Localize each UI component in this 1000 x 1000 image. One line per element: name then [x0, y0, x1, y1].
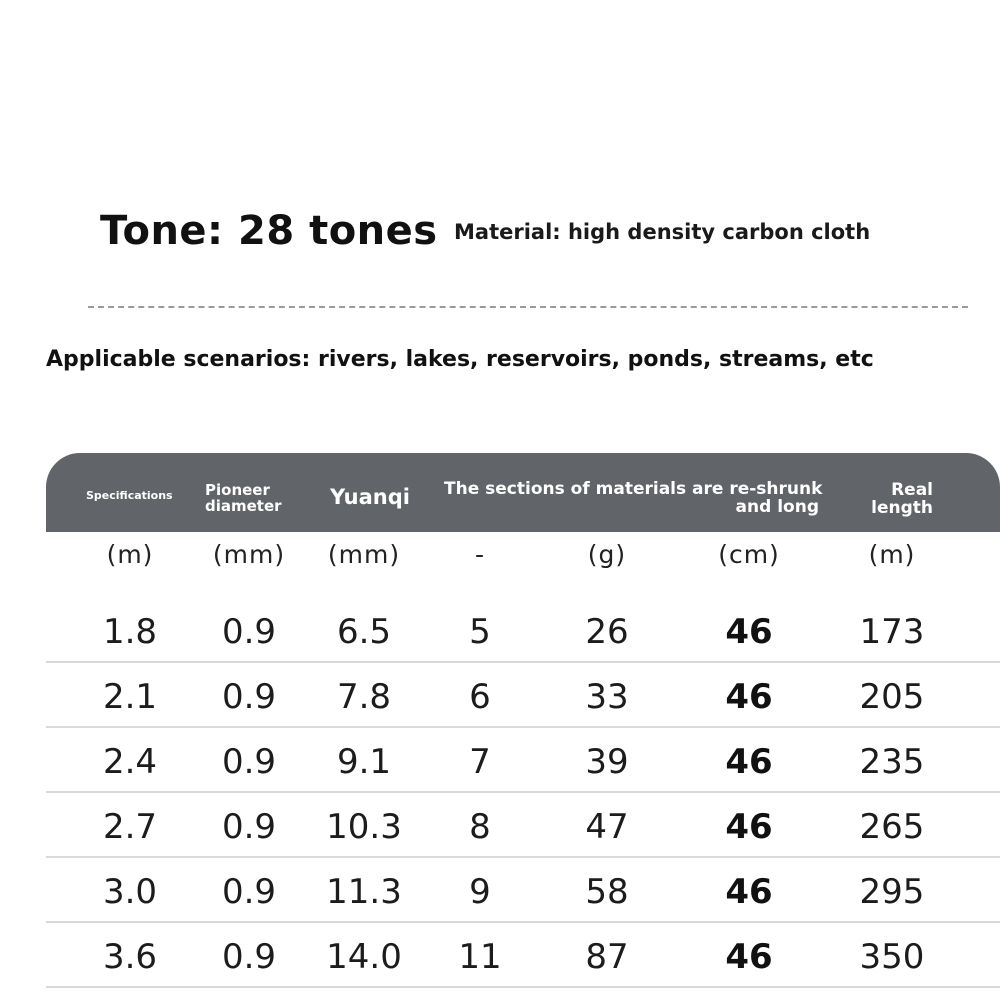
table-row	[46, 598, 1000, 663]
table-cell: 0.9	[221, 742, 277, 782]
unit-weight: (g)	[587, 540, 627, 569]
table-cell: 39	[585, 742, 629, 782]
table-cell: 235	[859, 742, 925, 782]
table-cell: 0.9	[221, 677, 277, 717]
table-cell: 7.8	[336, 677, 392, 717]
table-cell: 10.3	[326, 807, 402, 847]
table-cell: 58	[585, 872, 629, 912]
units-row	[46, 540, 1000, 580]
tone-heading: Tone: 28 tones	[100, 208, 438, 254]
table-cell: 295	[859, 872, 925, 912]
header-sections	[444, 479, 823, 518]
table-cell: 9.1	[336, 742, 392, 782]
header-sections-line2: and long	[735, 497, 819, 518]
header-sections-line1: The sections of materials are re-shrunk	[444, 479, 823, 499]
header-pioneer-line2: diameter	[205, 497, 282, 516]
unit-sections: -	[474, 540, 486, 569]
header-real-line2: length	[871, 498, 933, 519]
spec-table-body	[46, 598, 1000, 988]
table-cell: 8	[469, 807, 491, 847]
table-cell: 46	[725, 612, 773, 652]
table-cell: 11.3	[326, 872, 402, 912]
scenarios-text: Applicable scenarios: rivers, lakes, reservoirs, ponds, streams, etc	[46, 347, 874, 372]
table-cell: 87	[585, 937, 629, 977]
header-pioneer-line1: Pioneer	[205, 481, 270, 499]
table-cell: 0.9	[221, 807, 277, 847]
table-cell: 0.9	[221, 872, 277, 912]
table-cell: 5	[469, 612, 491, 652]
table-cell: 0.9	[221, 612, 277, 652]
table-cell: 3.6	[102, 937, 158, 977]
table-row	[46, 663, 1000, 728]
spec-table-header	[46, 453, 1000, 532]
table-cell: 26	[585, 612, 629, 652]
table-cell: 1.8	[102, 612, 158, 652]
table-cell: 350	[859, 937, 925, 977]
header-real-line1: Real	[891, 480, 933, 500]
table-row	[46, 923, 1000, 988]
material-text: Material: high density carbon cloth	[454, 220, 871, 244]
table-cell: 2.7	[102, 807, 158, 847]
header-real-length	[868, 481, 933, 518]
table-cell: 47	[585, 807, 629, 847]
table-cell: 2.4	[102, 742, 158, 782]
table-cell: 0.9	[221, 937, 277, 977]
unit-length: (m)	[106, 540, 154, 569]
table-cell: 2.1	[102, 677, 158, 717]
table-row	[46, 858, 1000, 923]
header-specifications: Specifications	[86, 489, 173, 502]
table-row	[46, 728, 1000, 793]
header-pioneer-diameter	[205, 482, 282, 514]
table-cell: 46	[725, 677, 773, 717]
table-cell: 3.0	[102, 872, 158, 912]
header-yuanqi: Yuanqi	[330, 485, 410, 509]
dashed-divider	[88, 306, 968, 308]
table-cell: 11	[458, 937, 502, 977]
table-cell: 6.5	[336, 612, 392, 652]
table-cell: 14.0	[326, 937, 402, 977]
table-cell: 46	[725, 807, 773, 847]
table-cell: 7	[469, 742, 491, 782]
unit-shrunk: (cm)	[718, 540, 780, 569]
table-cell: 46	[725, 872, 773, 912]
unit-pioneer: (mm)	[212, 540, 286, 569]
table-cell: 9	[469, 872, 491, 912]
unit-yuanqi: (mm)	[327, 540, 401, 569]
table-cell: 46	[725, 742, 773, 782]
table-cell: 265	[859, 807, 925, 847]
table-cell: 46	[725, 937, 773, 977]
table-cell: 173	[859, 612, 925, 652]
unit-real-length: (m)	[868, 540, 916, 569]
table-row	[46, 793, 1000, 858]
table-cell: 33	[585, 677, 629, 717]
table-cell: 205	[859, 677, 925, 717]
table-cell: 6	[469, 677, 491, 717]
